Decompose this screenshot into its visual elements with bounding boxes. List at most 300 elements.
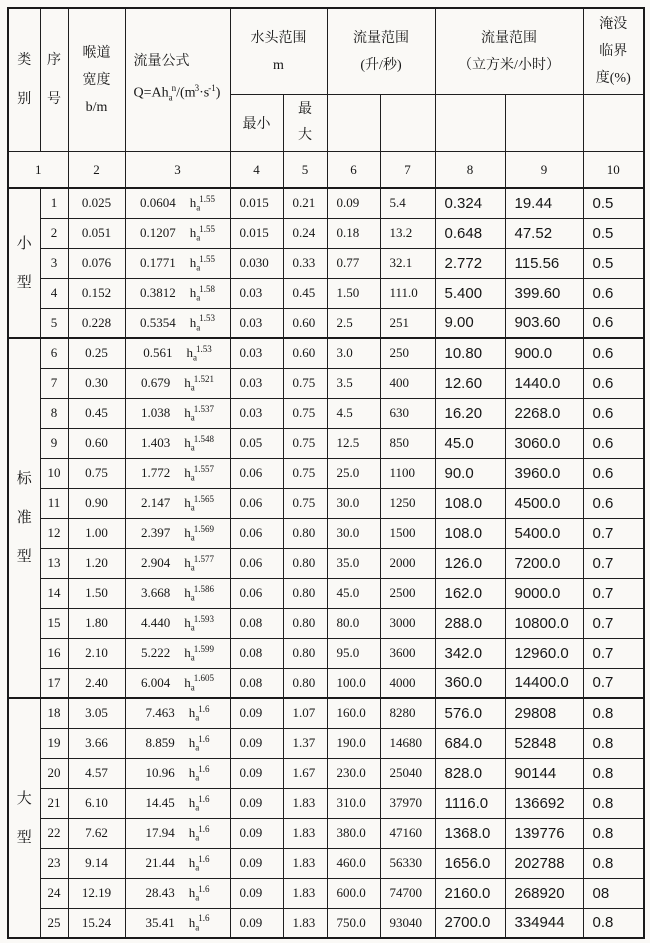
- cell-flow-m3-max: 4500.0: [505, 488, 583, 518]
- category-cell-large: [8, 698, 40, 938]
- cell-flow-ls-min: 12.5: [327, 428, 380, 458]
- cell-flow-m3-max: 334944: [505, 908, 583, 938]
- cell-head-min: 0.015: [230, 218, 283, 248]
- cell-head-min: 0.09: [230, 698, 283, 728]
- flow-ls-unit: (升/秒): [360, 57, 402, 73]
- cell-head-min: 0.06: [230, 518, 283, 548]
- cell-flow-m3-min: 162.0: [435, 578, 505, 608]
- cell-submergence: 0.8: [583, 848, 644, 878]
- cell-flow-ls-min: 45.0: [327, 578, 380, 608]
- cell-flow-m3-max: 3960.0: [505, 458, 583, 488]
- cell-head-max: 0.80: [283, 638, 327, 668]
- cell-head-min: 0.09: [230, 848, 283, 878]
- cell-head-min: 0.06: [230, 458, 283, 488]
- cell-submergence: 0.5: [583, 248, 644, 278]
- cell-throat-width: 0.025: [68, 188, 125, 218]
- header-submergence: [583, 8, 644, 95]
- formula-variable: h: [189, 314, 197, 330]
- formula-variable: h: [189, 195, 197, 211]
- cell-flow-ls-max: 47160: [380, 818, 435, 848]
- cell-throat-width: 1.80: [68, 608, 125, 638]
- cell-submergence: 0.8: [583, 818, 644, 848]
- cell-flow-m3-min: 90.0: [435, 458, 505, 488]
- formula-ha-term: [188, 853, 210, 873]
- table-row: [8, 638, 644, 668]
- cell-flow-ls-min: 380.0: [327, 818, 380, 848]
- table-row: [8, 818, 644, 848]
- cell-flow-ls-min: 30.0: [327, 518, 380, 548]
- formula-subscript: a: [190, 622, 195, 633]
- cell-flow-ls-max: 250: [380, 338, 435, 368]
- cell-submergence: 0.8: [583, 698, 644, 728]
- cell-throat-width: 6.10: [68, 788, 125, 818]
- formula-variable: h: [188, 884, 196, 900]
- cell-flow-m3-min: 0.648: [435, 218, 505, 248]
- formula-variable: h: [189, 254, 197, 270]
- formula-subscript: a: [196, 232, 201, 243]
- formula-exponent: 1.6: [198, 703, 210, 714]
- formula-exponent: 1.53: [196, 343, 212, 354]
- cell-flow-ls-min: 0.18: [327, 218, 380, 248]
- formula-exponent: 1.6: [198, 913, 210, 924]
- cell-flow-m3-max: 29808: [505, 698, 583, 728]
- cell-head-min: 0.03: [230, 278, 283, 308]
- subheader-max-text: 最大: [298, 102, 312, 143]
- cell-flow-ls-max: 2000: [380, 548, 435, 578]
- formula-ha-term: [184, 433, 214, 453]
- formula-coefficient: 3.668: [141, 584, 171, 600]
- cell-flow-m3-max: 3060.0: [505, 428, 583, 458]
- cell-serial: 18: [40, 698, 68, 728]
- formula-variable: h: [184, 614, 191, 630]
- header-serial: [40, 8, 68, 152]
- formula-subscript: a: [190, 412, 195, 423]
- cell-throat-width: 3.66: [68, 728, 125, 758]
- category-char: 大: [16, 790, 32, 807]
- cell-flow-ls-min: 0.77: [327, 248, 380, 278]
- header-flow-range-m3: [435, 8, 583, 95]
- cell-serial: 15: [40, 608, 68, 638]
- cell-throat-width: 0.152: [68, 278, 125, 308]
- cell-submergence: 0.7: [583, 608, 644, 638]
- cell-head-min: 0.06: [230, 488, 283, 518]
- cell-serial: 4: [40, 278, 68, 308]
- cell-serial: 19: [40, 728, 68, 758]
- header-throat-line: 喉道: [82, 45, 111, 61]
- cell-flow-m3-max: 268920: [505, 878, 583, 908]
- cell-flow-ls-min: 95.0: [327, 638, 380, 668]
- submergence-line: 淹没: [599, 17, 628, 32]
- formula-subscript: a: [195, 802, 200, 813]
- header-throat-line: b/m: [85, 99, 108, 115]
- cell-flow-m3-max: 399.60: [505, 278, 583, 308]
- cell-flow-ls-max: 56330: [380, 848, 435, 878]
- cell-head-max: 1.83: [283, 788, 327, 818]
- submergence-line: 度(%): [595, 71, 631, 86]
- cell-flow-m3-max: 7200.0: [505, 548, 583, 578]
- formula-exponent: 1.6: [198, 793, 210, 804]
- cell-throat-width: 2.10: [68, 638, 125, 668]
- formula-subscript: a: [190, 472, 195, 483]
- cell-head-min: 0.09: [230, 908, 283, 938]
- cell-formula: [125, 548, 230, 578]
- cell-head-max: 1.83: [283, 908, 327, 938]
- cell-head-min: 0.09: [230, 878, 283, 908]
- formula-coefficient: 1.403: [141, 434, 171, 450]
- category-cell-standard: [8, 338, 40, 698]
- formula-subscript: a: [190, 652, 195, 663]
- cell-throat-width: 15.24: [68, 908, 125, 938]
- formula-coefficient: 14.45: [145, 794, 175, 810]
- cell-formula: [125, 248, 230, 278]
- formula-ha-term: [189, 253, 215, 273]
- formula-subscript: a: [196, 202, 201, 213]
- cell-flow-ls-max: 2500: [380, 578, 435, 608]
- cell-flow-ls-min: 750.0: [327, 908, 380, 938]
- cell-flow-ls-min: 460.0: [327, 848, 380, 878]
- cell-submergence: 0.6: [583, 368, 644, 398]
- formula-title: 流量公式: [133, 54, 190, 70]
- cell-formula: [125, 878, 230, 908]
- table-row: [8, 278, 644, 308]
- cell-flow-m3-min: 1368.0: [435, 818, 505, 848]
- formula-exponent: 1.58: [199, 283, 215, 294]
- formula-coefficient: 35.41: [145, 914, 175, 930]
- formula-coefficient: 0.3812: [140, 284, 176, 300]
- cell-submergence: 0.5: [583, 188, 644, 218]
- header-serial-char: 号: [47, 91, 61, 107]
- cell-head-max: 1.37: [283, 728, 327, 758]
- formula-coefficient: 2.397: [141, 524, 171, 540]
- subheader-empty: [380, 95, 435, 152]
- cell-head-max: 0.75: [283, 368, 327, 398]
- formula-ha-term: [184, 643, 214, 663]
- cell-serial: 14: [40, 578, 68, 608]
- cell-formula: [125, 578, 230, 608]
- cell-throat-width: 7.62: [68, 818, 125, 848]
- formula-exponent: 1.586: [193, 583, 214, 594]
- cell-serial: 21: [40, 788, 68, 818]
- formula-exponent: 1.55: [199, 253, 215, 264]
- column-number: 10: [583, 152, 644, 189]
- column-number: 1: [8, 152, 68, 189]
- flow-ls-title: 流量范围: [353, 30, 409, 46]
- formula-exponent: 1.55: [199, 223, 215, 234]
- cell-submergence: 0.8: [583, 908, 644, 938]
- header-category-char: 别: [17, 91, 32, 107]
- cell-head-min: 0.03: [230, 308, 283, 338]
- cell-head-min: 0.09: [230, 818, 283, 848]
- cell-head-max: 0.75: [283, 428, 327, 458]
- formula-coefficient: 0.679: [141, 374, 171, 390]
- formula-exponent: 1.599: [193, 643, 214, 654]
- formula-coefficient: 6.004: [141, 674, 171, 690]
- column-number: 8: [435, 152, 505, 189]
- cell-flow-ls-max: 4000: [380, 668, 435, 698]
- cell-head-max: 0.45: [283, 278, 327, 308]
- cell-serial: 11: [40, 488, 68, 518]
- cell-head-max: 1.83: [283, 878, 327, 908]
- category-char: 型: [16, 549, 32, 565]
- formula-exponent: 1.6: [198, 853, 210, 864]
- cell-head-min: 0.03: [230, 398, 283, 428]
- cell-flow-m3-max: 139776: [505, 818, 583, 848]
- cell-flow-ls-min: 3.5: [327, 368, 380, 398]
- cell-flow-m3-min: 684.0: [435, 728, 505, 758]
- cell-formula: [125, 398, 230, 428]
- formula-ha-term: [184, 553, 214, 573]
- cell-flow-m3-min: 1656.0: [435, 848, 505, 878]
- cell-serial: 13: [40, 548, 68, 578]
- cell-flow-ls-max: 3600: [380, 638, 435, 668]
- formula-variable: h: [188, 734, 196, 750]
- column-number: 9: [505, 152, 583, 189]
- cell-flow-ls-max: 111.0: [380, 278, 435, 308]
- category-char: 小: [16, 235, 32, 252]
- formula-ha-term: [188, 823, 210, 843]
- table-row: [8, 518, 644, 548]
- cell-throat-width: 0.60: [68, 428, 125, 458]
- formula-ha-term: [184, 673, 214, 693]
- cell-throat-width: 4.57: [68, 758, 125, 788]
- column-number: 4: [230, 152, 283, 189]
- formula-ha-term: [184, 463, 214, 483]
- cell-head-max: 0.21: [283, 188, 327, 218]
- table-row: [8, 338, 644, 368]
- cell-submergence: 0.8: [583, 728, 644, 758]
- cell-flow-m3-max: 12960.0: [505, 638, 583, 668]
- formula-coefficient: 2.904: [141, 554, 171, 570]
- table-row: [8, 578, 644, 608]
- table-row: [8, 788, 644, 818]
- formula-exponent: 1.569: [193, 523, 214, 534]
- cell-flow-ls-max: 1500: [380, 518, 435, 548]
- cell-flow-m3-min: 0.324: [435, 188, 505, 218]
- table-row: [8, 398, 644, 428]
- table-row: [8, 878, 644, 908]
- formula-coefficient: 1.038: [141, 404, 171, 420]
- cell-head-min: 0.08: [230, 638, 283, 668]
- table-row: [8, 548, 644, 578]
- formula-exponent: 1.55: [199, 193, 215, 204]
- column-number: 2: [68, 152, 125, 189]
- cell-flow-m3-min: 126.0: [435, 548, 505, 578]
- cell-formula: [125, 848, 230, 878]
- cell-flow-ls-min: 30.0: [327, 488, 380, 518]
- formula-variable: h: [184, 554, 191, 570]
- cell-formula: [125, 788, 230, 818]
- cell-formula: [125, 488, 230, 518]
- formula-exponent: 1.537: [193, 403, 214, 414]
- cell-head-max: 0.80: [283, 548, 327, 578]
- cell-flow-m3-max: 136692: [505, 788, 583, 818]
- cell-flow-m3-min: 10.80: [435, 338, 505, 368]
- formula-subscript: a: [196, 292, 201, 303]
- formula-ha-term: [184, 523, 214, 543]
- formula-ha-term: [188, 733, 210, 753]
- formula-coefficient: 0.561: [143, 345, 173, 361]
- cell-formula: [125, 758, 230, 788]
- cell-flow-m3-max: 2268.0: [505, 398, 583, 428]
- formula-coefficient: 1.772: [141, 464, 171, 480]
- formula-exponent: 1.577: [193, 553, 214, 564]
- subheader-empty: [327, 95, 380, 152]
- table-row: [8, 248, 644, 278]
- formula-subscript: a: [196, 322, 201, 333]
- cell-head-min: 0.015: [230, 188, 283, 218]
- cell-serial: 12: [40, 518, 68, 548]
- formula-exponent: 1.6: [198, 733, 210, 744]
- table-row: [8, 218, 644, 248]
- cell-flow-ls-max: 25040: [380, 758, 435, 788]
- formula-ha-term: [184, 583, 214, 603]
- cell-flow-m3-min: 2.772: [435, 248, 505, 278]
- cell-throat-width: 0.228: [68, 308, 125, 338]
- cell-throat-width: 1.50: [68, 578, 125, 608]
- cell-flow-ls-min: 190.0: [327, 728, 380, 758]
- formula-variable: h: [189, 224, 197, 240]
- cell-serial: 7: [40, 368, 68, 398]
- cell-submergence: 0.8: [583, 758, 644, 788]
- formula-subscript: a: [195, 892, 200, 903]
- formula-variable: h: [184, 434, 191, 450]
- formula-subscript: a: [195, 862, 200, 873]
- formula-coefficient: 0.5354: [140, 314, 176, 330]
- cell-formula: [125, 668, 230, 698]
- cell-flow-ls-min: 0.09: [327, 188, 380, 218]
- cell-flow-m3-max: 115.56: [505, 248, 583, 278]
- table-row: [8, 488, 644, 518]
- cell-formula: [125, 428, 230, 458]
- cell-flow-m3-min: 2160.0: [435, 878, 505, 908]
- cell-flow-m3-min: 1116.0: [435, 788, 505, 818]
- cell-flow-ls-max: 850: [380, 428, 435, 458]
- cell-flow-m3-max: 19.44: [505, 188, 583, 218]
- cell-throat-width: 12.19: [68, 878, 125, 908]
- cell-flow-m3-max: 52848: [505, 728, 583, 758]
- cell-flow-ls-max: 8280: [380, 698, 435, 728]
- cell-submergence: 08: [583, 878, 644, 908]
- header-serial-char: 序: [47, 52, 61, 68]
- category-char: 型: [16, 829, 32, 846]
- cell-flow-m3-min: 108.0: [435, 518, 505, 548]
- formula-variable: h: [184, 404, 191, 420]
- formula-coefficient: 21.44: [145, 854, 175, 870]
- cell-formula: [125, 638, 230, 668]
- cell-flow-m3-max: 10800.0: [505, 608, 583, 638]
- formula-ha-term: [188, 703, 210, 723]
- formula-subscript: a: [190, 502, 195, 513]
- cell-submergence: 0.5: [583, 218, 644, 248]
- cell-head-min: 0.03: [230, 338, 283, 368]
- cell-throat-width: 0.45: [68, 398, 125, 428]
- cell-flow-ls-max: 3000: [380, 608, 435, 638]
- table-row: [8, 428, 644, 458]
- cell-flow-ls-min: 230.0: [327, 758, 380, 788]
- cell-throat-width: 2.40: [68, 668, 125, 698]
- flow-m3-title: 流量范围: [481, 30, 537, 46]
- formula-coefficient: 28.43: [145, 884, 175, 900]
- cell-flow-m3-max: 1440.0: [505, 368, 583, 398]
- cell-submergence: 0.6: [583, 308, 644, 338]
- cell-head-max: 0.33: [283, 248, 327, 278]
- cell-flow-ls-min: 100.0: [327, 668, 380, 698]
- cell-serial: 1: [40, 188, 68, 218]
- formula-ha-term: [184, 373, 214, 393]
- formula-exponent: 1.593: [193, 613, 214, 624]
- formula-variable: h: [184, 524, 191, 540]
- cell-submergence: 0.6: [583, 338, 644, 368]
- cell-flow-ls-max: 14680: [380, 728, 435, 758]
- formula-subscript: a: [195, 712, 200, 723]
- head-range-title: 水头范围: [250, 30, 307, 46]
- formula-coefficient: 2.147: [141, 494, 171, 510]
- cell-flow-ls-min: 310.0: [327, 788, 380, 818]
- cell-serial: 17: [40, 668, 68, 698]
- cell-flow-ls-min: 35.0: [327, 548, 380, 578]
- table-row: [8, 188, 644, 218]
- cell-flow-ls-max: 630: [380, 398, 435, 428]
- cell-throat-width: 0.30: [68, 368, 125, 398]
- cell-flow-ls-max: 32.1: [380, 248, 435, 278]
- category-cell-small: [8, 188, 40, 338]
- cell-serial: 5: [40, 308, 68, 338]
- cell-head-max: 1.83: [283, 818, 327, 848]
- cell-throat-width: 9.14: [68, 848, 125, 878]
- cell-flow-ls-max: 5.4: [380, 188, 435, 218]
- formula-coefficient: 0.0604: [140, 195, 176, 211]
- formula-exponent: 1.548: [193, 433, 214, 444]
- cell-flow-m3-max: 5400.0: [505, 518, 583, 548]
- column-number: 6: [327, 152, 380, 189]
- formula-coefficient: 0.1207: [140, 224, 176, 240]
- formula-variable: h: [189, 284, 197, 300]
- formula-subscript: a: [190, 682, 195, 693]
- cell-throat-width: 1.20: [68, 548, 125, 578]
- cell-serial: 3: [40, 248, 68, 278]
- header-flow-formula: [125, 8, 230, 152]
- formula-subscript: a: [190, 442, 195, 453]
- cell-flow-ls-max: 93040: [380, 908, 435, 938]
- cell-formula: [125, 338, 230, 368]
- formula-ha-term: [189, 193, 215, 213]
- cell-submergence: 0.6: [583, 488, 644, 518]
- header-row-main: [8, 8, 644, 95]
- cell-formula: [125, 218, 230, 248]
- formula-exponent: 1.565: [193, 493, 214, 504]
- table-row: [8, 758, 644, 788]
- cell-submergence: 0.6: [583, 398, 644, 428]
- cell-formula: [125, 278, 230, 308]
- category-char: 型: [16, 274, 32, 291]
- cell-submergence: 0.7: [583, 578, 644, 608]
- formula-variable: h: [188, 824, 196, 840]
- cell-flow-m3-min: 360.0: [435, 668, 505, 698]
- cell-head-min: 0.03: [230, 368, 283, 398]
- submergence-line: 临界: [599, 44, 628, 59]
- cell-serial: 22: [40, 818, 68, 848]
- formula-variable: h: [188, 705, 196, 721]
- header-flow-range-ls: [327, 8, 435, 95]
- cell-head-min: 0.09: [230, 788, 283, 818]
- table-row: [8, 308, 644, 338]
- formula-variable: h: [188, 854, 196, 870]
- formula-coefficient: 0.1771: [140, 254, 176, 270]
- table-body: [8, 188, 644, 938]
- cell-flow-ls-max: 400: [380, 368, 435, 398]
- cell-throat-width: 0.076: [68, 248, 125, 278]
- formula-exponent: 1.557: [193, 463, 214, 474]
